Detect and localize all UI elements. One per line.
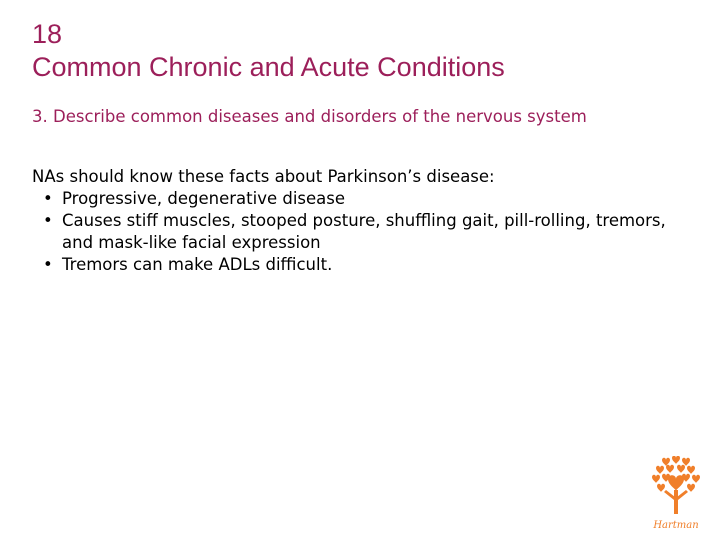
slide-title [32,18,505,84]
chapter-number: 18 [32,19,63,49]
logo-text: Hartman [653,520,699,531]
bullet-icon: • [43,189,53,208]
bullet-item [43,188,672,210]
learning-objective: 3. Describe common diseases and disorders of the nervous system [32,107,587,126]
heart-tree-icon [644,456,708,532]
bullet-text: Tremors can make ADLs difficult. [62,255,333,274]
bullet-icon: • [43,255,53,274]
bullet-list [32,188,672,276]
bullet-text: Causes stiff muscles, stooped posture, shuffling gait, pill-rolling, tremors, and mask-like facial expression [62,211,666,252]
intro-text: NAs should know these facts about Parkinson’s disease: [32,167,495,186]
bullet-text: Progressive, degenerative disease [62,189,346,208]
hartman-logo [644,456,708,532]
bullet-item [43,254,672,276]
slide-content [32,166,672,276]
chapter-title: Common Chronic and Acute Conditions [32,52,505,82]
bullet-item [43,210,672,254]
bullet-icon: • [43,211,53,230]
